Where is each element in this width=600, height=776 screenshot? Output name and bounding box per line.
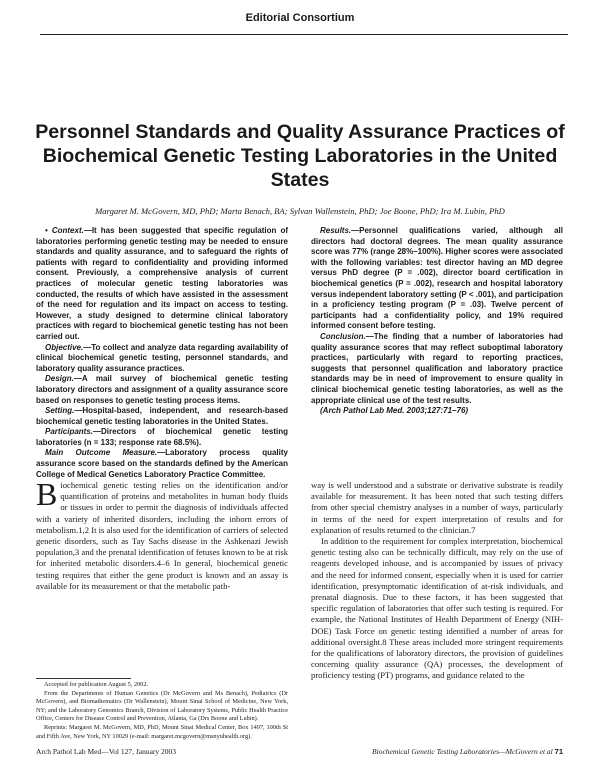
body-paragraph-continued: way is well understood and a substrate or derivative substrate is readily available for measurement. It has been noted that such testing differs from other special chemistry analyses in a number of ways, particularly in terms of the need for expert interpretation of results and for explanation of results returned to the clinician.7 [311,480,563,535]
footnotes [36,681,288,741]
abstract-participants: Participants.—Directors of biochemical genetic testing laboratories (n = 133; response rate 68.5%). [36,427,288,447]
running-title: Biochemical Genetic Testing Laboratories—McGovern et al [372,747,553,756]
body-paragraph-intro: Biochemical genetic testing relies on the identification and/or quantification of proteins and metabolites in human body fluids or tissues in order to permit the diagnosis of individuals affected with a variety of inherited disorders, including the inborn errors of metabolism.1,2 It is also used for the identification of carriers of selected genetic disorders, such as Tay Sachs disease in the Ashkenazi Jewish population,3 and the prenatal identification of fetuses known to be at risk for inherited metabolic disorders.4–6 In general, biochemical genetic testing requires that either the gene product is known and an assay is available for its measurement or that the metabolic path- [36,476,288,591]
article-title: Personnel Standards and Quality Assurance Practices of Biochemical Genetic Testing Laboratories in the United States [35,121,565,191]
abstract-conclusion: Conclusion.—The finding that a number of laboratories had quality assurance scores that may reflect suboptimal laboratory practices, particularly with regard to reporting practices, suggests that personnel qualification and laboratory practice standards may be in need of improvement to ensure quality in clinical biochemical genetic testing laboratories, as well as the appropriate clinical use of the test results. [311,331,563,405]
footnote-accepted: Accepted for publication August 5, 2002. [44,681,149,688]
abstract-right-column [311,226,563,417]
page-number: 71 [554,747,563,756]
drop-cap: B [36,476,58,512]
abstract-setting: Setting.—Hospital-based, independent, and research-based biochemical genetic testing laboratories in the United States. [36,406,288,426]
header-rule [40,34,568,35]
abstract-design: Design.—A mail survey of biochemical genetic testing laboratory directors and assignment of a quality assurance score based on responses to genetic testing process items. [36,374,288,405]
body-left-column [36,476,288,592]
abstract-objective: Objective.—To collect and analyze data regarding availability of clinical biochemical genetic testing, personnel standards, and laboratory quality assurance practices. [36,342,288,373]
running-footer [372,747,563,756]
footnote-affiliations: From the Departments of Human Genetics (Dr McGovern and Ms Benach), Pediatrics (Dr McGovern), and Biomathematics (Dr Wallenstein), Mount Sinai School of Medicine, New York, NY; and the Laboratory Genomics Branch, Division of Laboratory Systems, Public Health Practice Office, Centers for Disease Control and Prevention, Atlanta, Ga (Drs Boone and Lubin). [36,689,288,723]
footnote-reprints: Reprints: Margaret M. McGovern, MD, PhD, Mount Sinai Medical Center, Box 1497, 100th St and Fifth Ave, New York, NY 10029 (e-mail: margaret.mcgovern@msnyuhealth.org). [36,723,288,740]
author-list: Margaret M. McGovern, MD, PhD; Marta Benach, BA; Sylvan Wallenstein, PhD; Joe Boone, PhD; Ira M. Lubin, PhD [95,206,505,216]
body-right-column [311,480,563,682]
body-paragraph-regulation: In addition to the requirement for complex interpretation, biochemical genetic testing also can be technically difficult, may rely on the use of reagents developed inhouse, and is accompanied by issues of privacy and the need for informed consent, especially when it is used for carrier identification, presymptomatic identification of at-risk individuals, and prenatal diagnosis. Due to these factors, it has been suggested that specific regulation of laboratories that offer such testing is required. For example, the National Institutes of Health Department of Energy (NIH-DOE) Task Force on genetic testing identified a number of areas for additional oversight.8 These areas included more stringent requirements for the qualifications of laboratory directors, the provision of guidelines concerning quality assurance (QA) processes, the development of proficiency testing (PT) programs, and guidance related to the [311,536,563,681]
abstract-left-column [36,226,288,480]
footnote-rule [36,678,131,679]
journal-footer: Arch Pathol Lab Med—Vol 127, January 2003 [36,747,177,756]
abstract-outcome: Main Outcome Measure.—Laboratory process quality assurance score based on the standards defined by the American College of Medical Genetics Laboratory Practice Committee. [36,448,288,479]
abstract-context: • Context.—It has been suggested that specific regulation of laboratories performing genetic testing may be needed to ensure standards and quality assurance, and to safeguard the rights of patients with regard to confidentiality and providing informed consent. Previously, a comprehensive analysis of current practices of molecular genetic testing laboratories was conducted, the results of which have assisted in the assessment of the need for regulation and its impact on access to testing. However, a study designed to determine clinical laboratory practices with regard to biochemical genetic testing has not been carried out. [36,226,288,341]
abstract-citation: (Arch Pathol Lab Med. 2003;127:71–76) [320,406,469,416]
section-label: Editorial Consortium [245,12,355,24]
abstract-results: Results.—Personnel qualifications varied, although all directors had doctoral degrees. The mean quality assurance score was 77% (range 28%–100%). Higher scores were associated with the following variables: test director having an MD degree versus PhD degree (P = .002), director board certification in biochemical genetics (P = .002), research and hospital laboratory versus independent laboratory setting (P < .001), and participation in a proficiency testing program (P = .03). Twelve percent of participants had a confidentiality policy, and 19% required informed consent before testing. [311,226,563,331]
